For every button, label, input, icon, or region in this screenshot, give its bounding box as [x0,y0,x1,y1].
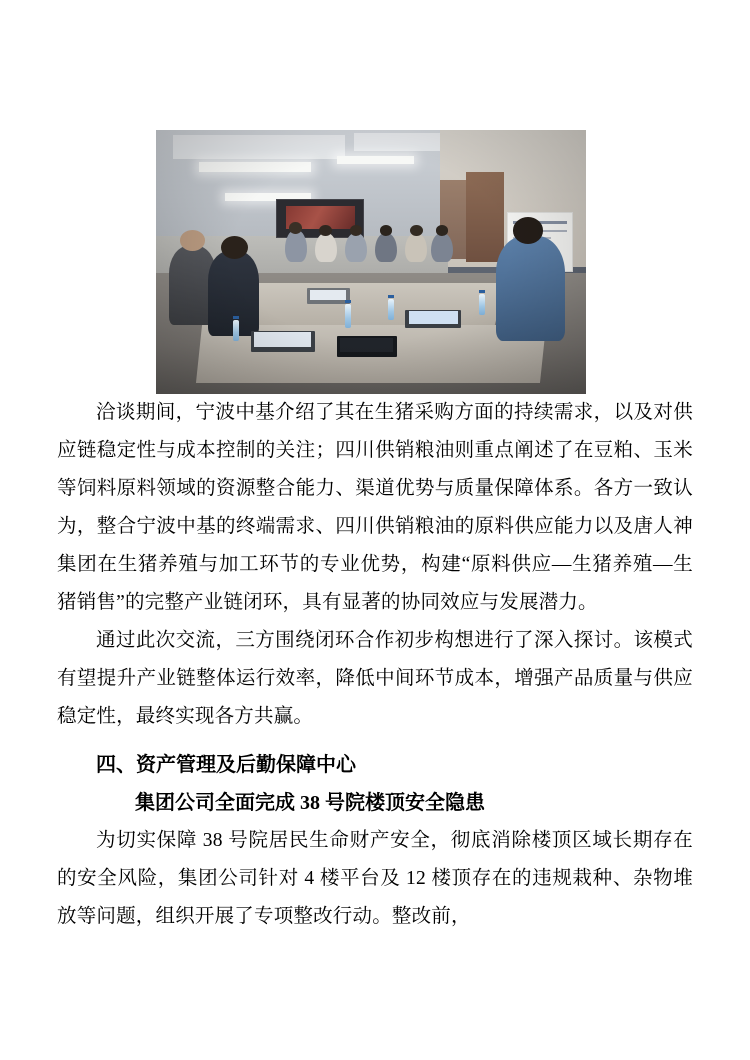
page-content [57,130,693,936]
subsection-heading: 集团公司全面完成 38 号院楼顶安全隐患 [135,792,485,814]
paragraph-3: 为切实保障 38 号院居民生命财产安全，彻底消除楼顶区域长期存在的安全风险，集团公司针对 4 楼平台及 12 楼顶存在的违规栽种、杂物堆放等问题，组织开展了专项整改行动。整改前， [57,830,693,927]
meeting-room-photo [156,130,586,394]
paragraph-1: 洽谈期间，宁波中基介绍了其在生猪采购方面的持续需求，以及对供应链稳定性与成本控制的关注；四川供销粮油则重点阐述了在豆粕、玉米等饲料原料领域的资源整合能力、渠道优势与质量保障体系。各方一致认为，整合宁波中基的终端需求、四川供销粮油的原料供应能力以及唐人神集团在生猪养殖与加工环节的专业优势，构建“原料供应—生猪养殖—生猪销售”的完整产业链闭环，具有显著的协同效应与发展潜力。 [57,402,693,613]
paragraph-2: 通过此次交流，三方围绕闭环合作初步构想进行了深入探讨。该模式有望提升产业链整体运行效率，降低中间环节成本，增强产品质量与供应稳定性，最终实现各方共赢。 [57,630,693,727]
figure-block [156,130,586,394]
photo-vignette [156,130,586,394]
section-heading: 四、资产管理及后勤保障中心 [96,754,356,776]
